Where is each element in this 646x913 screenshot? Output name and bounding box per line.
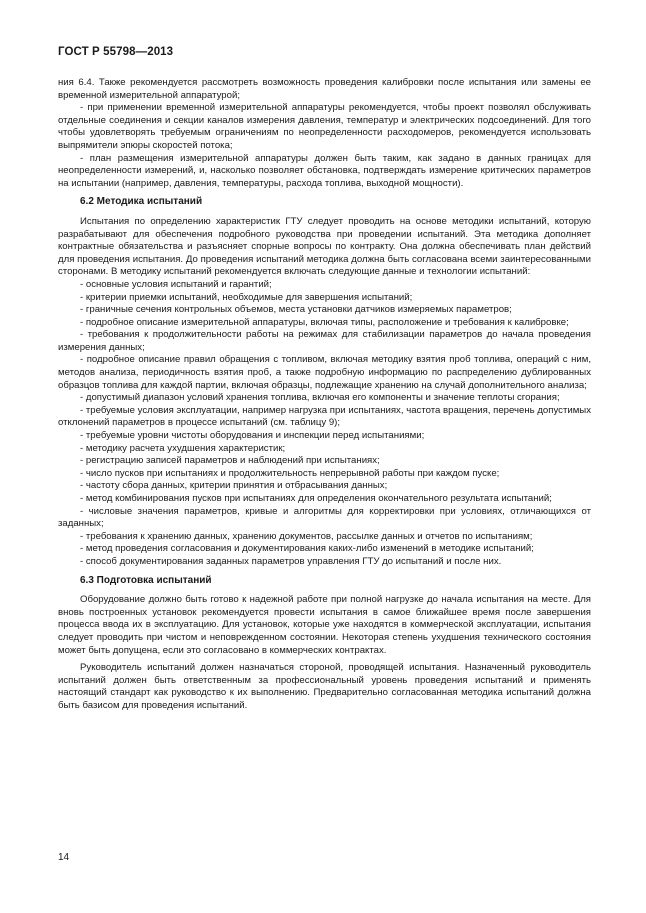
list-item: - подробное описание измерительной аппаратуры, включая типы, расположение и требования к калибровке; [80,316,569,328]
paragraph: Оборудование должно быть готово к надежной работе при полной нагрузке до начала испытания на месте. Для вновь построенных установок рекомендуется провести испытания в самое ближайшее время после завершения процесса ввода их в эксплуатацию. Для установок, которые уже находятся в коммерческой эксплуатации, испытания следует проводить при чистом и неповрежденном состоянии. Некоторая степень ухудшения технического состояния может быть допущена, если это согласовано в коммерческих контрактах. [58,594,591,656]
list-item: - число пусков при испытаниях и продолжительность непрерывной работы при каждом пуске; [80,467,500,479]
list-item: - метод комбинирования пусков при испытаниях для определения окончательного результата испытаний; [80,493,552,504]
section-heading-6-2: 6.2 Методика испытаний [80,196,203,208]
paragraph: Руководитель испытаний должен назначаться стороной, проводящей испытания. Назначенный руководитель испытаний должен быть ответственным за профессиональный уровень проведения испытаний и применять настоящий стандарт как руководство к их выполнению. Предварительно согласованная методика испытаний должна быть базисом для проведения испытаний. [58,662,591,711]
document-header: ГОСТ Р 55798—2013 [58,46,174,58]
section-heading-6-3: 6.3 Подготовка испытаний [80,574,212,586]
list-item: - при применении временной измерительной аппаратуры рекомендуется, чтобы проект позволял обслуживать отдельные соединения и секции каналов измерения давления, температур и электрических подсоединений. Для того чтобы удовлетворять требуемым ограничениям по неопределенности расходомеров, рекомендуется использовать выпрямители эпюры скоростей потока; [58,102,591,151]
list-item: - метод проведения согласования и документирования каких-либо изменений в методике испытаний; [80,543,534,555]
list-item: - граничные сечения контрольных объемов, места установки датчиков измеряемых параметров; [80,304,512,316]
paragraph: ния 6.4. Также рекомендуется рассмотреть возможность проведения калибровки после испытания или замены ее временной измерительной аппаратурой; [58,77,591,101]
list-item: - способ документирования заданных параметров управления ГТУ до испытаний и после них. [80,555,502,567]
list-item: - числовые значения параметров, кривые и алгоритмы для корректировки при условиях, отличающихся от заданных; [58,505,591,530]
list-item: - критерии приемки испытаний, необходимые для завершения испытаний; [80,291,413,303]
list-item: - требования к хранению данных, хранению документов, рассылке данных и отчетов по испытаниям; [80,530,533,542]
section-6-2-body [58,216,591,569]
list-item: - требуемые уровни чистоты оборудования и инспекции перед испытаниями; [80,430,425,442]
document-page [58,46,591,713]
page-number: 14 [58,852,70,863]
section-6-3-body [58,594,591,712]
list-item: - план размещения измерительной аппаратуры должен быть таким, как задано в данных границах для неопределенности измерений, и, насколько позволяет обстановка, подтверждать измерение критических параметров на испытании (например, давления, температуры, расхода топлива, выходной мощности). [58,152,591,189]
list-item: - методику расчета ухудшения характеристик; [80,442,286,454]
list-item: - основные условия испытаний и гарантий; [80,278,272,290]
list-item: - регистрацию записей параметров и наблюдений при испытаниях; [80,455,380,467]
intro-text [58,77,591,190]
list-item: - требования к продолжительности работы на режимах для стабилизации параметров до начала проведения измерения данных; [58,329,591,353]
list-item: - частоту сбора данных, критерии принятия и отбрасывания данных; [80,480,388,492]
paragraph: Испытания по определению характеристик ГТУ следует проводить на основе методики испытаний, которую разрабатывают для обеспечения подробного руководства при проведении испытаний. Эта методика дополняет контрактные обязательства и разъясняет спорные вопросы по контракту. Она должна обеспечивать план действий для проведения испытания. До проведения испытаний методика должна быть согласована всеми заинтересованными сторонами. В методику испытаний рекомендуется включать следующие данные и технологии испытаний: [58,215,591,278]
list-item: - подробное описание правил обращения с топливом, включая методику взятия проб топлива, операций с ним, методов анализа, периодичность взятия проб, а также подробную информацию по распределению дублированных образцов топлива для каждой партии, включая образцы, подлежащие хранению на случай дополнительного анализа; [58,354,591,391]
list-item: - требуемые условия эксплуатации, например нагрузка при испытаниях, частота вращения, перечень допустимых отклонений параметров в процессе испытаний (см. таблицу 9); [58,404,591,429]
list-item: - допустимый диапазон условий хранения топлива, включая его компоненты и значение теплоты сгорания; [80,392,560,404]
